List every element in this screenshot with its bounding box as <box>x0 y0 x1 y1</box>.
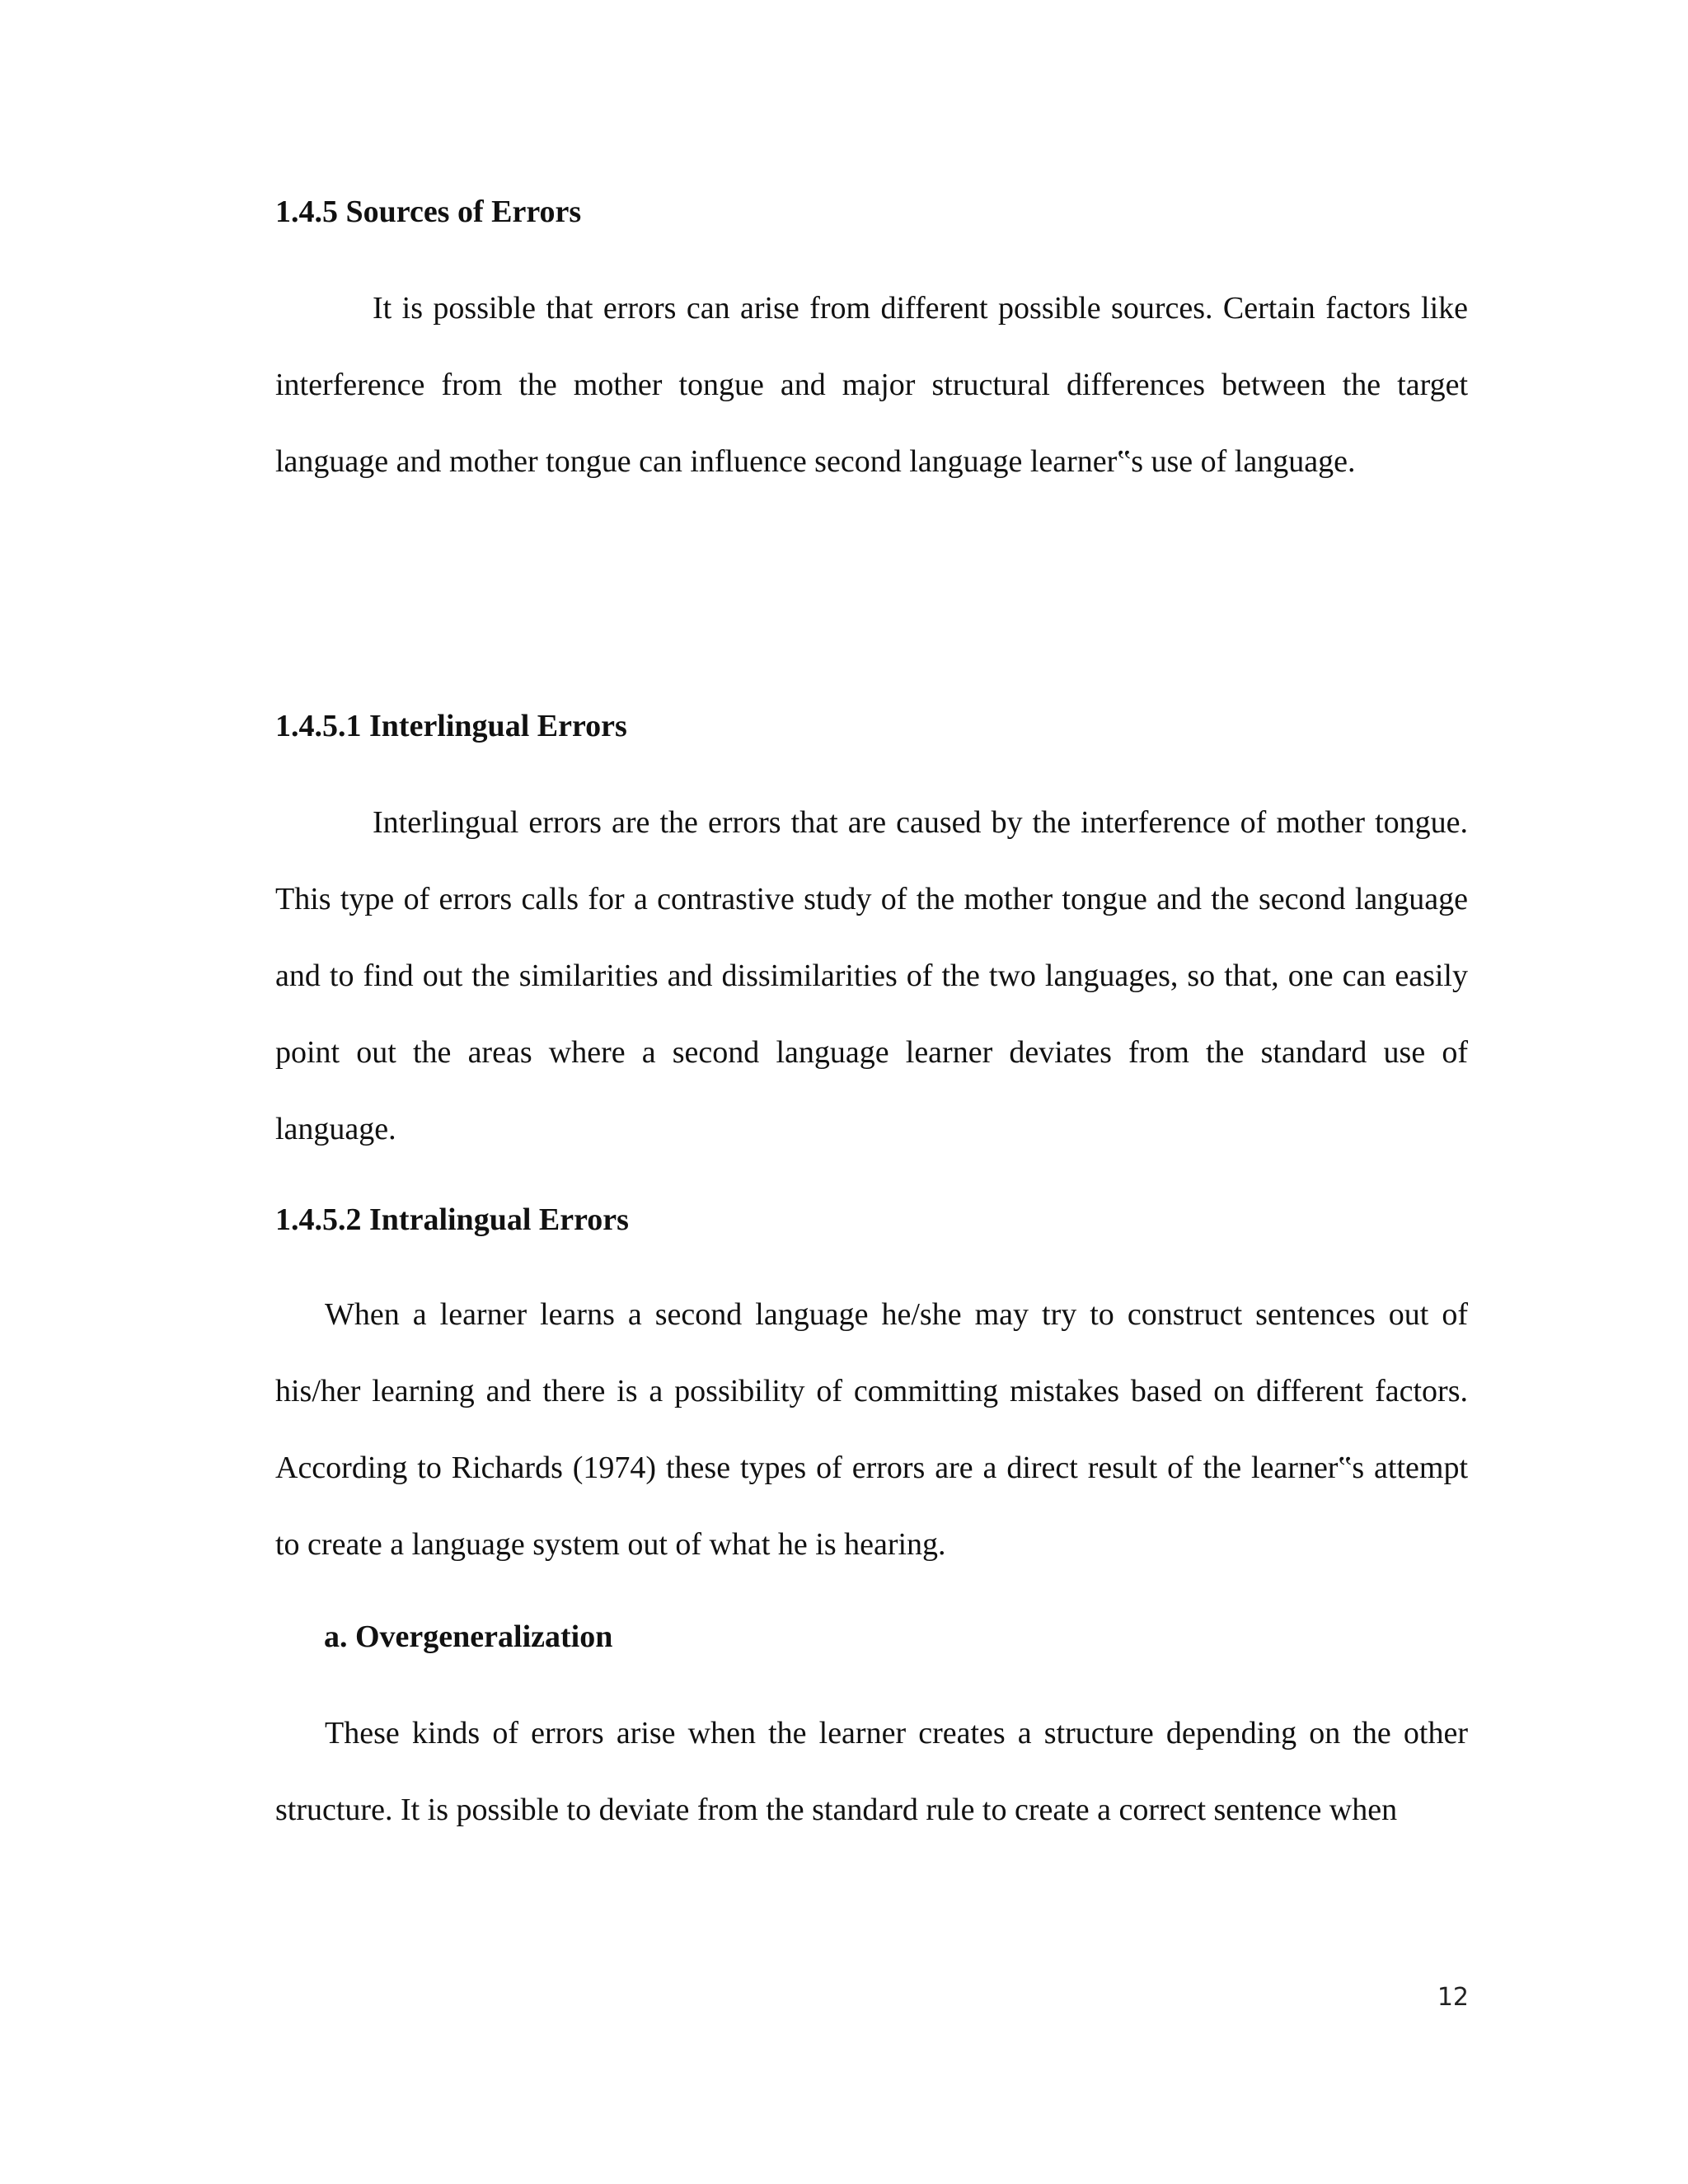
section-heading-intralingual-errors: 1.4.5.2 Intralingual Errors <box>275 1202 629 1237</box>
page-number: 12 <box>1437 1983 1469 2012</box>
subheading-overgeneralization: a. Overgeneralization <box>324 1619 613 1654</box>
paragraph-overgeneralization: These kinds of errors arise when the learner creates a structure depending on the other structure. It is possible to deviate from the standard rule to create a correct sentence when <box>275 1716 1468 1827</box>
paragraph-intralingual-errors: When a learner learns a second language he/she may try to construct sentences out of his/her learning and there is a possibility of committing mistakes based on different factors. According to Richards (1974) these types of errors are a direct result of the learner‟s attempt to create a language system out of what he is hearing. <box>275 1297 1468 1562</box>
section-heading-interlingual-errors: 1.4.5.1 Interlingual Errors <box>275 709 627 743</box>
section-heading-sources-of-errors: 1.4.5 Sources of Errors <box>275 194 582 229</box>
paragraph-sources-of-errors: It is possible that errors can arise from different possible sources. Certain factors like interference from the mother tongue and major structural differences between the target language and mother tongue can influence second language learner‟s use of language. <box>275 291 1468 479</box>
paragraph-interlingual-errors: Interlingual errors are the errors that are caused by the interference of mother tongue. This type of errors calls for a contrastive study of the mother tongue and the second language and to find out the similarities and dissimilarities of the two languages, so that, one can easily point out the areas where a second language learner deviates from the standard use of language. <box>275 805 1468 1146</box>
